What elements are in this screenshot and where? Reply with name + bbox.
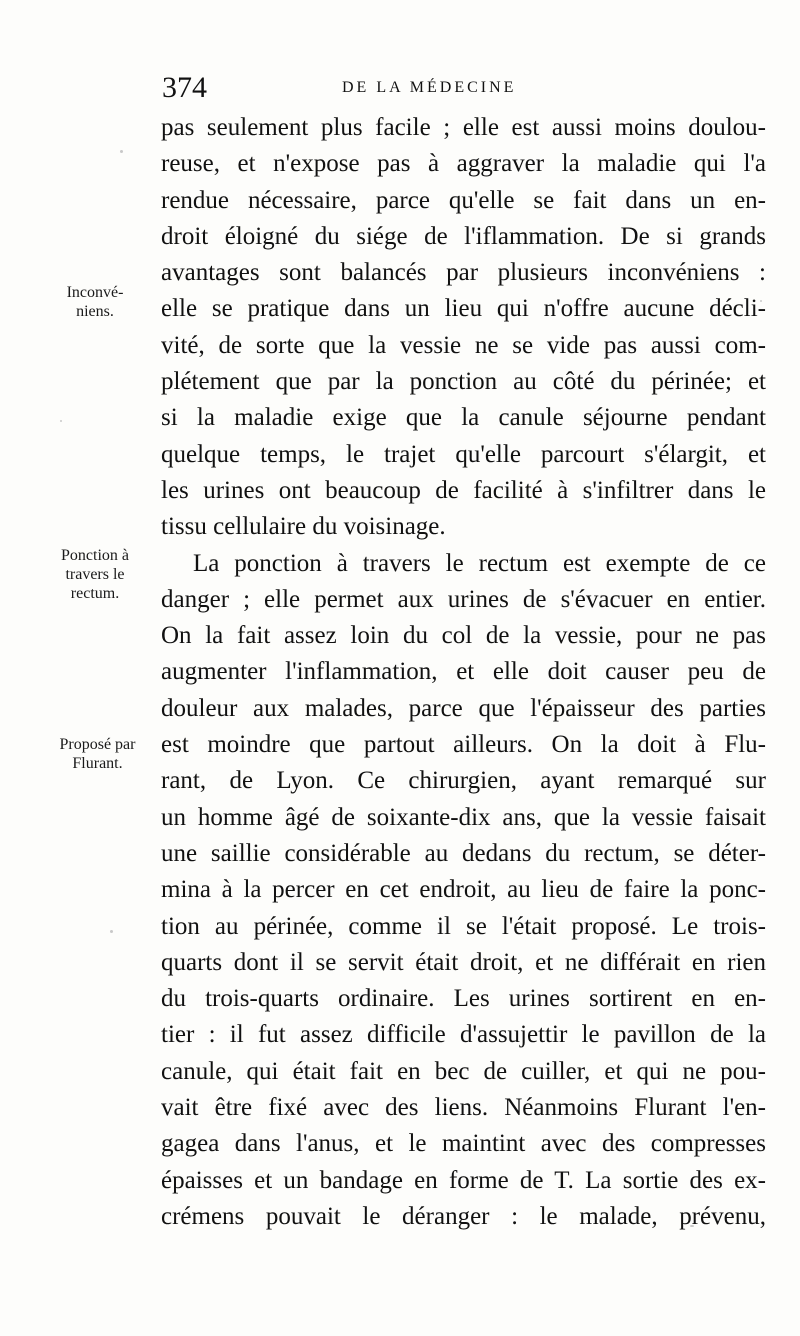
ink-speckle bbox=[110, 930, 113, 933]
text-line: vité, de sorte que la vessie ne se vide pas aussi com- bbox=[161, 331, 766, 359]
paragraph-start-line: La ponction à travers le rectum est exempte de ce bbox=[193, 549, 766, 577]
page-header bbox=[160, 70, 760, 106]
text-line: une saillie considérable au dedans du rectum, se déter- bbox=[161, 839, 766, 867]
text-line: rant, de Lyon. Ce chirurgien, ayant remarqué sur bbox=[161, 767, 766, 795]
running-head: DE LA MÉDECINE bbox=[342, 79, 517, 96]
text-line: quarts dont il se servit était droit, et ne différait en rien bbox=[161, 948, 766, 976]
text-line: On la fait assez loin du col de la vessie, pour ne pas bbox=[161, 622, 766, 650]
ink-speckle bbox=[60, 420, 62, 422]
text-line: un homme âgé de soixante-dix ans, que la vessie faisait bbox=[161, 803, 766, 831]
text-line: droit éloigné du siége de l'iflammation. De si grands bbox=[161, 222, 766, 250]
text-line: augmenter l'inflammation, et elle doit causer peu de bbox=[161, 658, 766, 686]
text-line: vait être fixé avec des liens. Néanmoins Flurant l'en- bbox=[161, 1094, 766, 1122]
paragraph-end-line: tissu cellulaire du voisinage. bbox=[161, 513, 446, 541]
text-line: plétement que par la ponction au côté du périnée; et bbox=[161, 368, 766, 396]
margin-note: Ponction à travers le rectum. bbox=[61, 547, 129, 602]
text-line: elle se pratique dans un lieu qui n'offre aucune décli- bbox=[161, 295, 766, 323]
text-line: les urines ont beaucoup de facilité à s'infiltrer dans le bbox=[161, 476, 766, 504]
text-line: rendue nécessaire, parce qu'elle se fait dans un en- bbox=[161, 186, 766, 214]
text-line: crémens pouvait le déranger : le malade, prévenu, bbox=[161, 1202, 766, 1230]
text-line: danger ; elle permet aux urines de s'évacuer en entier. bbox=[161, 585, 766, 613]
page-number: 374 bbox=[162, 71, 207, 104]
text-line: mina à la percer en cet endroit, au lieu de faire la ponc- bbox=[161, 876, 766, 904]
text-line: canule, qui était fait en bec de cuiller, et qui ne pou- bbox=[161, 1057, 766, 1085]
text-line: quelque temps, le trajet qu'elle parcourt s'élargit, et bbox=[161, 440, 766, 468]
text-line: douleur aux malades, parce que l'épaisseur des parties bbox=[161, 694, 766, 722]
text-line: gagea dans l'anus, et le maintint avec des compresses bbox=[161, 1130, 766, 1158]
margin-note: Proposé par Flurant. bbox=[59, 736, 136, 772]
text-line: est moindre que partout ailleurs. On la doit à Flu- bbox=[161, 731, 766, 759]
text-line: si la maladie exige que la canule séjourne pendant bbox=[161, 404, 766, 432]
ink-speckle bbox=[120, 150, 123, 153]
text-line: du trois-quarts ordinaire. Les urines sortirent en en- bbox=[161, 985, 766, 1013]
body-text bbox=[161, 110, 766, 1235]
text-line: tion au périnée, comme il se l'était proposé. Le trois- bbox=[161, 912, 766, 940]
text-line: épaisses et un bandage en forme de T. La sortie des ex- bbox=[161, 1166, 766, 1194]
text-line: tier : il fut assez difficile d'assujettir le pavillon de la bbox=[161, 1021, 766, 1049]
text-line: avantages sont balancés par plusieurs inconvéniens : bbox=[161, 259, 766, 287]
text-line: pas seulement plus facile ; elle est aussi moins doulou- bbox=[161, 114, 766, 141]
margin-note: Inconvé- niens. bbox=[66, 284, 124, 320]
text-line: reuse, et n'expose pas à aggraver la maladie qui l'a bbox=[161, 150, 766, 178]
